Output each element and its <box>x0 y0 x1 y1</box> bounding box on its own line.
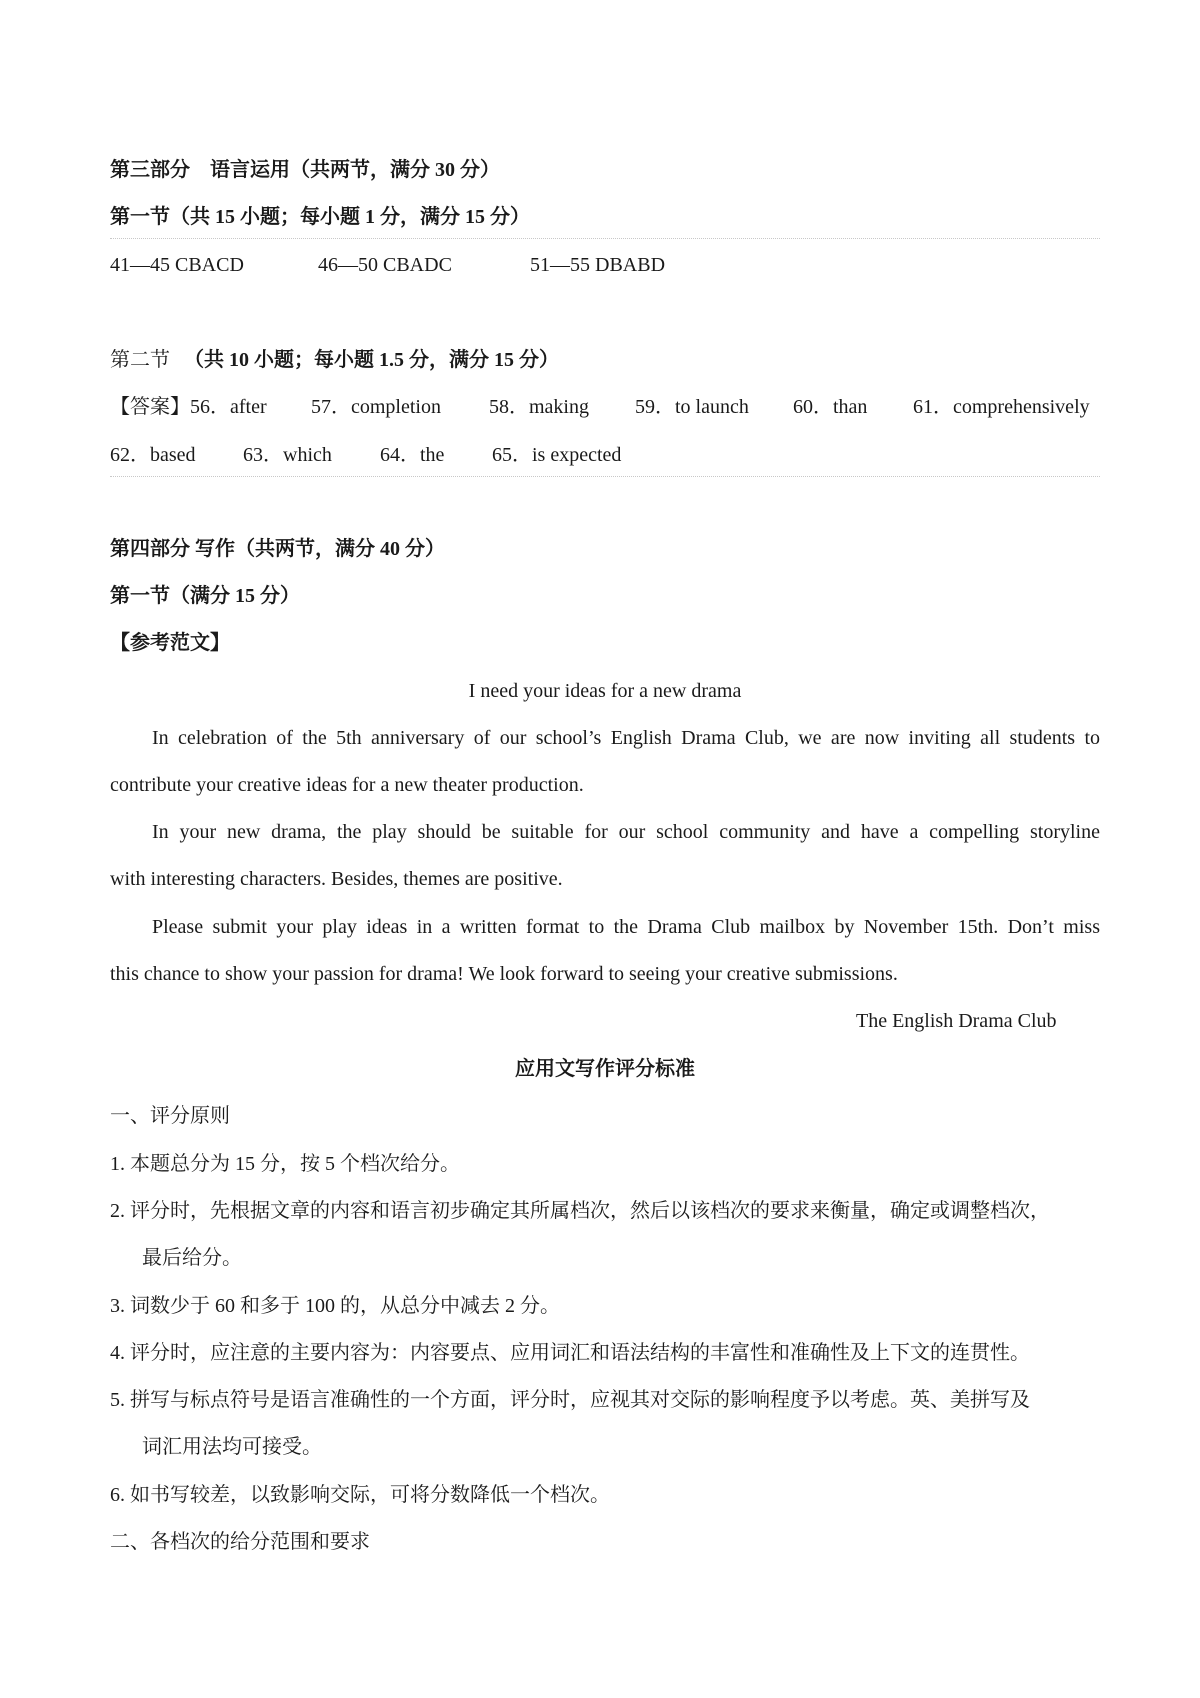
answer-59: 59．to launch <box>635 396 749 418</box>
essay-para1-line2: contribute your creative ideas for a new theater production. <box>110 774 584 796</box>
section2-title-rest: （共 10 小题；每小题 1.5 分，满分 15 分） <box>184 349 559 371</box>
answer-group-51-55: 51—55 DBABD <box>530 254 666 276</box>
criteria-item-3: 3. 词数少于 60 和多于 100 的，从总分中减去 2 分。 <box>110 1295 560 1317</box>
part3-title: 第三部分 语言运用（共两节，满分 30 分） <box>110 159 500 181</box>
answer-57: 57．completion <box>311 396 441 418</box>
answer-61: 61．comprehensively <box>913 396 1090 418</box>
answer-group-41-45: 41—45 CBACD <box>110 254 244 276</box>
answer-62: 62．based <box>110 444 196 466</box>
criteria-item-2-line2: 最后给分。 <box>142 1247 242 1269</box>
answer-56: 56．after <box>190 396 267 418</box>
essay-para1-line1: In celebration of the 5th anniversary of our school’s English Drama Club, we are now inviting all students to <box>152 727 1100 749</box>
divider <box>110 476 1100 477</box>
essay-signature: The English Drama Club <box>856 1010 1057 1032</box>
part3-section2-title <box>110 346 559 374</box>
essay-title: I need your ideas for a new drama <box>468 680 742 702</box>
criteria-item-4: 4. 评分时，应注意的主要内容为：内容要点、应用词汇和语法结构的丰富性和准确性及上下文的连贯性。 <box>110 1342 1030 1364</box>
sample-essay-tag: 【参考范文】 <box>110 632 230 654</box>
essay-para2-line1: In your new drama, the play should be suitable for our school community and have a compelling storyline <box>152 821 1100 843</box>
answer-group-46-50: 46—50 CBADC <box>318 254 452 276</box>
criteria-item-5-line2: 词汇用法均可接受。 <box>142 1436 322 1458</box>
essay-para3-line2: this chance to show your passion for drama! We look forward to seeing your creative submissions. <box>110 963 898 985</box>
essay-para2-line2: with interesting characters. Besides, themes are positive. <box>110 868 563 890</box>
criteria-item-5-line1: 5. 拼写与标点符号是语言准确性的一个方面，评分时，应视其对交际的影响程度予以考虑。英、美拼写及 <box>110 1389 1030 1411</box>
answer-58: 58．making <box>489 396 589 418</box>
criteria-item-1: 1. 本题总分为 15 分，按 5 个档次给分。 <box>110 1153 460 1175</box>
essay-para3-line1: Please submit your play ideas in a written format to the Drama Club mailbox by November 15th. Don’t miss <box>152 916 1100 938</box>
ranges-heading: 二、各档次的给分范围和要求 <box>110 1531 370 1553</box>
part4-section1-title: 第一节（满分 15 分） <box>110 585 300 607</box>
principles-heading: 一、评分原则 <box>110 1105 230 1127</box>
section2-label: 第二节 <box>110 349 170 371</box>
answer-60: 60．than <box>793 396 868 418</box>
part4-title: 第四部分 写作（共两节，满分 40 分） <box>110 538 445 560</box>
answer-63: 63．which <box>243 444 332 466</box>
divider <box>110 238 1100 239</box>
criteria-item-2-line1: 2. 评分时，先根据文章的内容和语言初步确定其所属档次，然后以该档次的要求来衡量，确定或调整档次， <box>110 1200 1050 1222</box>
answer-64: 64．the <box>380 444 445 466</box>
criteria-title: 应用文写作评分标准 <box>515 1058 695 1080</box>
answer-65: 65．is expected <box>492 444 622 466</box>
criteria-item-6: 6. 如书写较差，以致影响交际，可将分数降低一个档次。 <box>110 1484 610 1506</box>
part3-section1-title: 第一节（共 15 小题；每小题 1 分，满分 15 分） <box>110 206 530 228</box>
answer-tag: 【答案】 <box>110 396 190 418</box>
